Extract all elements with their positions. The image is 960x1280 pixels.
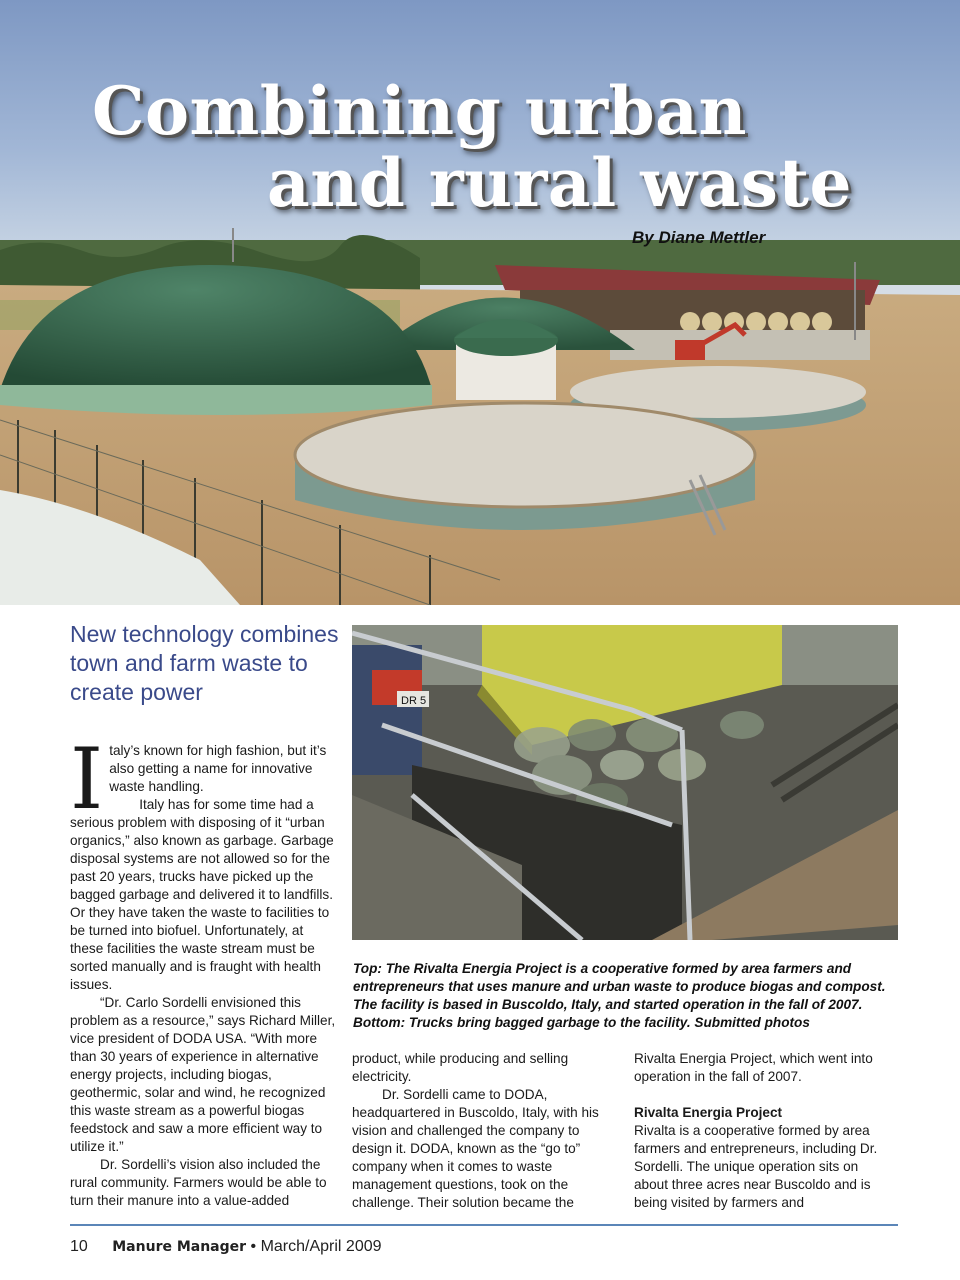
hero-photo	[0, 0, 960, 605]
title-line-2: and rural waste	[267, 144, 852, 222]
paragraph-1	[70, 730, 340, 828]
page-footer	[70, 1238, 382, 1256]
paragraph-6: Dr. Sordelli came to DODA, headquartered in Buscoldo, Italy, with his vision and challenged the company to design it. DODA, known as the “go to” company when it comes to waste management questions, took on the challenge. Their solution became the	[352, 1087, 599, 1210]
body-column-1	[70, 730, 340, 1210]
byline: By Diane Mettler	[632, 228, 766, 247]
body-column-3	[634, 1050, 886, 1212]
magazine-name: Manure Manager	[112, 1239, 247, 1255]
footer-rule	[70, 1224, 898, 1226]
paragraph-8: Rivalta is a cooperative formed by area farmers and entrepreneurs, including Dr. Sordelli. The unique operation sits on about three acres near Buscoldo and is being visited by farmers and	[634, 1123, 878, 1210]
issue-date: March/April 2009	[260, 1238, 382, 1255]
drop-cap: I	[70, 730, 104, 828]
paragraph-2: Italy has for some time had a serious problem with disposing of it “urban organics,” also known as garbage. Garbage disposal systems are not allowed so for the past 20 years, trucks have picked up the bagged garbage and delivered it to landfills. Or they have taken the waste to facilities to be turned into biofuel. Unfortunately, at these facilities the waste stream must be sorted manually and is fraught with health issues.	[70, 797, 334, 992]
license-plate-text: DR 5	[401, 695, 427, 707]
title-line-1: Combining urban	[92, 72, 747, 150]
bullet-icon: •	[250, 1238, 257, 1255]
body-column-2	[352, 1050, 600, 1212]
paragraph-7: Rivalta Energia Project, which went into operation in the fall of 2007.	[634, 1051, 873, 1084]
truck-unloading-illustration	[352, 625, 898, 940]
subhead: Rivalta Energia Project	[634, 1105, 783, 1120]
paragraph-4: Dr. Sordelli’s vision also included the rural community. Farmers would be able to turn their manure into a value-added	[70, 1157, 327, 1208]
page-number: 10	[70, 1238, 88, 1255]
garbage-truck-photo	[352, 625, 898, 940]
paragraph-3: “Dr. Carlo Sordelli envisioned this problem as a resource,” says Richard Miller, vice president of DODA USA. “With more than 30 years of experience in alternative energy projects, including biogas, geothermic, solar and wind, he recognized this waste stream as a powerful biogas feedstock and saw a more efficient way to utilize it.”	[70, 995, 336, 1154]
photo-caption: Top: The Rivalta Energia Project is a cooperative formed by area farmers and entrepreneurs that uses manure and urban waste to produce biogas and compost. The facility is based in Buscoldo, Italy, and started operation in the fall of 2007. Bottom: Trucks bring bagged garbage to the facility. Submitted photos	[353, 961, 886, 1030]
article-dek: New technology combines town and farm waste to create power	[70, 621, 339, 705]
paragraph-1-text: taly’s known for high fashion, but it’s also getting a name for innovative waste handling.	[109, 743, 327, 794]
paragraph-5: product, while producing and selling electricity.	[352, 1051, 569, 1084]
